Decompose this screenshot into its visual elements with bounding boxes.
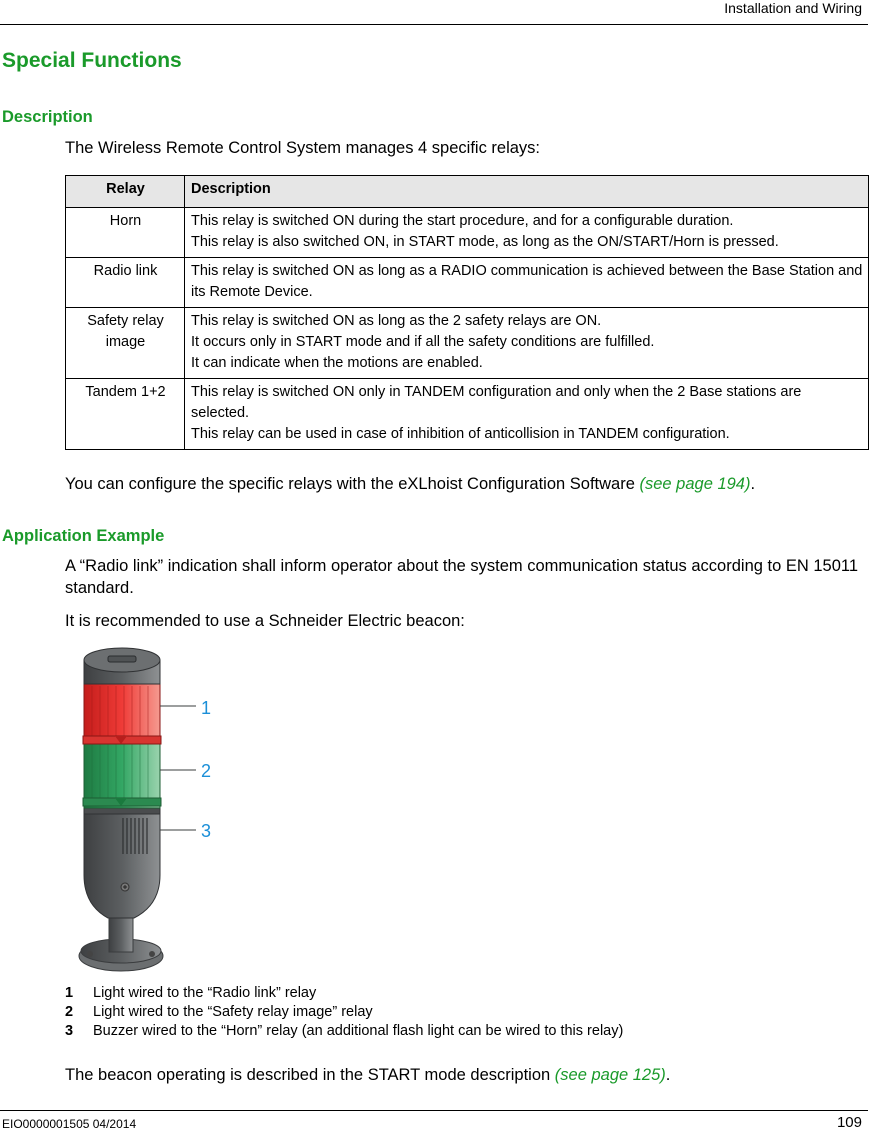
legend-text: Light wired to the “Radio link” relay: [93, 985, 317, 1001]
relays-table: [65, 175, 869, 450]
beacon-illustration: [78, 640, 228, 978]
description-heading: Description: [2, 108, 93, 126]
header-rule: [0, 24, 868, 25]
relay-name: Tandem 1+2: [66, 379, 185, 450]
legend-text: Light wired to the “Safety relay image” relay: [93, 1004, 373, 1020]
config-paragraph: [65, 473, 865, 495]
table-row: [66, 308, 869, 379]
relay-description: [185, 308, 869, 379]
legend-item: [65, 985, 316, 1001]
red-light: [83, 684, 161, 744]
see-page-194-link[interactable]: (see page 194): [639, 475, 751, 493]
legend-number: 3: [65, 1023, 74, 1039]
table-row: [66, 379, 869, 450]
description-line: It occurs only in START mode and if all the safety conditions are fulfilled.: [191, 334, 655, 350]
page-title: Special Functions: [2, 49, 182, 72]
description-line: This relay is also switched ON, in START mode, as long as the ON/START/Horn is pressed.: [191, 234, 779, 250]
beacon-body: [84, 812, 160, 918]
description-line: This relay is switched ON as long as a RADIO communication is achieved between the Base Station and its Remote Device.: [191, 263, 863, 300]
description-intro: The Wireless Remote Control System manages 4 specific relays:: [65, 139, 541, 157]
legend-item: [65, 1004, 373, 1020]
beacon-base: [79, 910, 163, 971]
description-line: It can indicate when the motions are enabled.: [191, 355, 483, 371]
application-heading: Application Example: [2, 527, 165, 545]
relay-column-header: Relay: [66, 176, 185, 208]
relay-name: Horn: [66, 208, 185, 258]
footer-rule: [0, 1110, 868, 1111]
config-end: .: [750, 475, 756, 493]
legend-text: Buzzer wired to the “Horn” relay (an additional flash light can be wired to this relay): [93, 1023, 624, 1039]
legend-number: 1: [65, 985, 74, 1001]
callout-2: 2: [201, 761, 212, 781]
config-text: You can configure the specific relays with the eXLhoist Configuration Software: [65, 475, 640, 493]
callout-1: 1: [201, 698, 212, 718]
beacon-cap: [84, 648, 160, 684]
application-para-2: It is recommended to use a Schneider Electric beacon:: [65, 612, 465, 630]
relay-description: [185, 258, 869, 308]
closing-end: .: [665, 1066, 671, 1084]
description-column-header: Description: [185, 176, 869, 208]
green-light: [83, 740, 161, 808]
running-header: Installation and Wiring: [724, 0, 862, 16]
description-line: This relay is switched ON during the start procedure, and for a configurable duration.: [191, 213, 734, 229]
relay-description: [185, 208, 869, 258]
description-line: This relay is switched ON only in TANDEM configuration and only when the 2 Base stations are selected.: [191, 384, 802, 421]
legend-number: 2: [65, 1004, 74, 1020]
legend-item: [65, 1023, 623, 1039]
see-page-125-link[interactable]: (see page 125): [554, 1066, 666, 1084]
table-row: [66, 258, 869, 308]
description-line: This relay can be used in case of inhibition of anticollision in TANDEM configuration.: [191, 426, 730, 442]
table-row: [66, 208, 869, 258]
closing-text: The beacon operating is described in the START mode description: [65, 1066, 555, 1084]
document-reference: EIO0000001505 04/2014: [2, 1117, 137, 1131]
table-header-row: [66, 176, 869, 208]
callout-lines: [160, 706, 196, 830]
description-line: This relay is switched ON as long as the 2 safety relays are ON.: [191, 313, 602, 329]
closing-paragraph: [65, 1064, 865, 1086]
application-para-1: A “Radio link” indication shall inform operator about the system communication status according to EN 15011 standard.: [65, 557, 859, 597]
relay-name: Radio link: [66, 258, 185, 308]
relay-name: Safety relay image: [66, 308, 185, 379]
page-number: 109: [836, 1114, 862, 1131]
relay-description: [185, 379, 869, 450]
callout-3: 3: [201, 821, 212, 841]
